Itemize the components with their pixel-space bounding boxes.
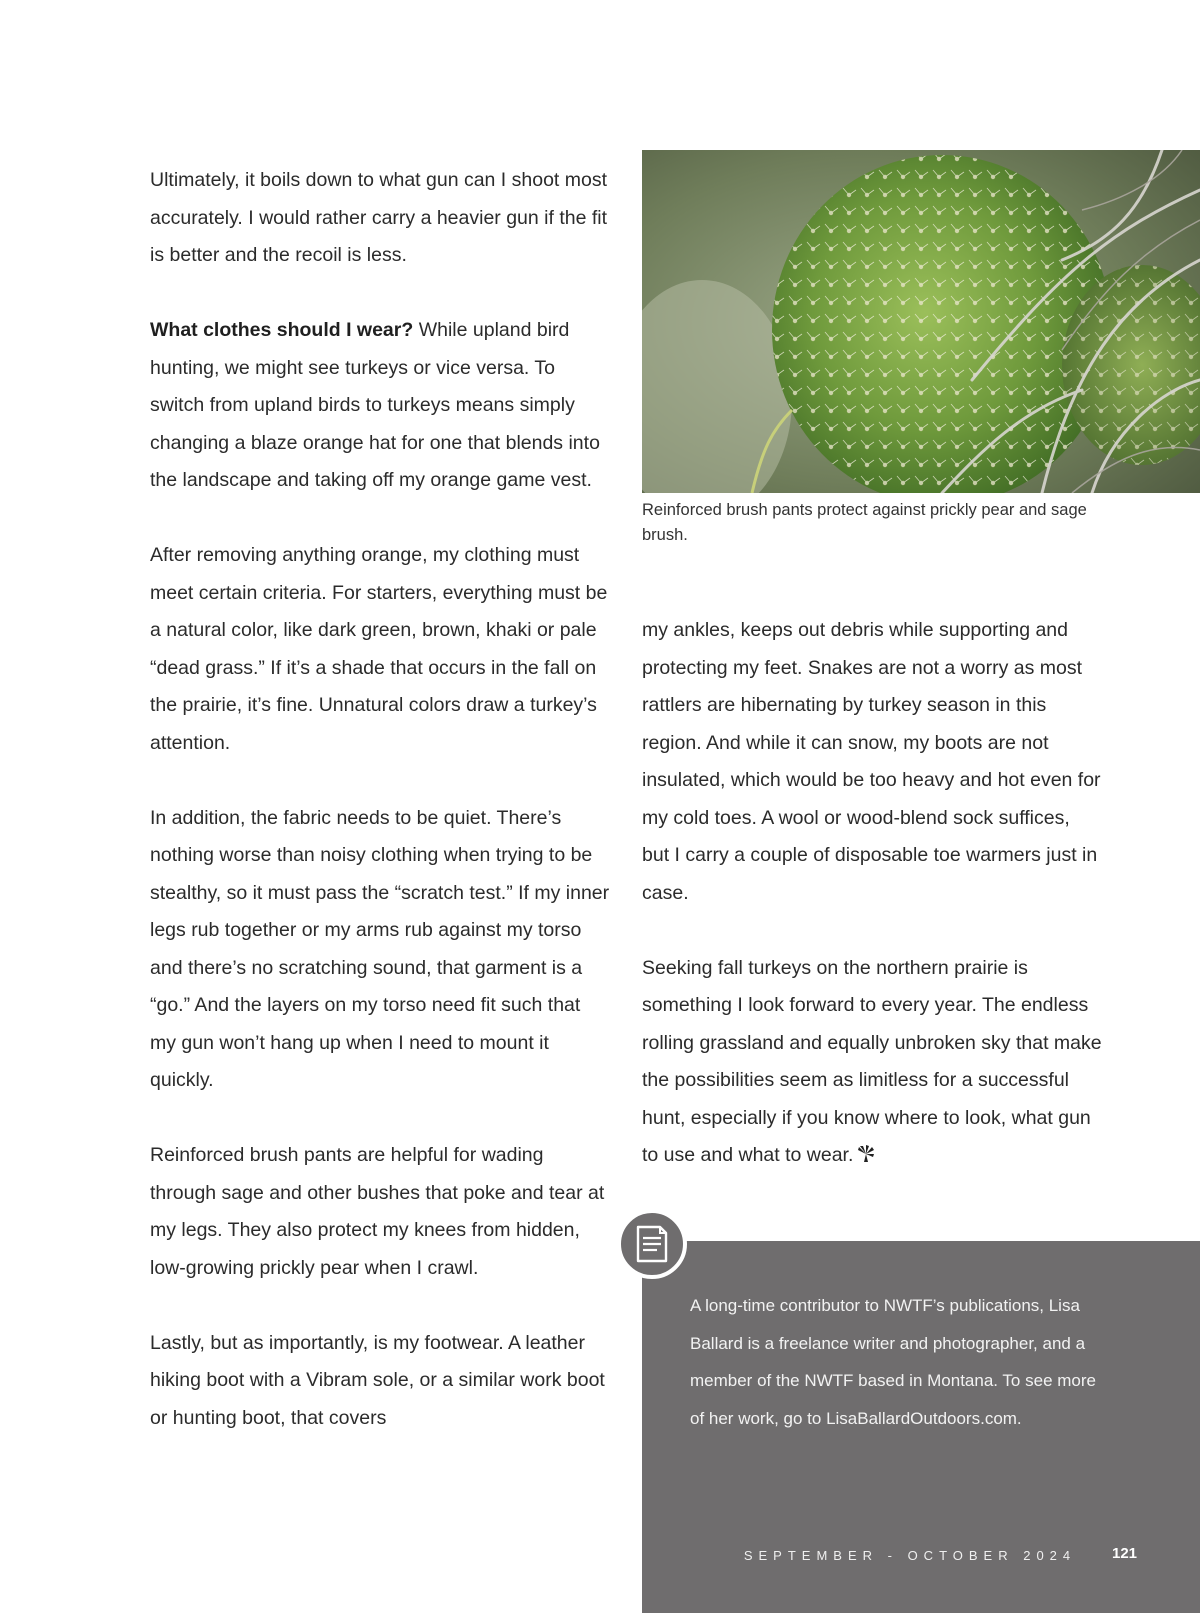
right-column <box>642 612 1102 1177</box>
paragraph-fabric-quiet: In addition, the fabric needs to be quiet. There’s nothing worse than noisy clothing when trying to be stealthy, so it must pass the “scratch test.” If my inner legs rub together or my arms rub against my torso and there’s no scratching sound, that garment is a “go.” And the layers on my torso need fit such that my gun won’t hang up when I need to mount it quickly. <box>150 806 610 1091</box>
author-bio-text: A long-time contributor to NWTF’s publications, Lisa Ballard is a freelance writer and photographer, and a member of the NWTF based in Montana. To see more of her work, go to LisaBallardOutdoors.com. <box>690 1296 1096 1428</box>
paragraph-conclusion <box>642 950 1102 1177</box>
issue-date: SEPTEMBER - OCTOBER 2024 <box>743 1548 1077 1563</box>
clothes-heading: What clothes should I wear? <box>150 319 414 341</box>
clothes-body: While upland bird hunting, we might see turkeys or vice versa. To switch from upland birds to turkeys means simply changing a blaze orange hat for one that blends into the landscape and taking off my orange game vest. <box>150 319 600 491</box>
end-mark-icon <box>857 1139 875 1177</box>
paragraph-gun-accuracy: Ultimately, it boils down to what gun can I shoot most accurately. I would rather carry a heavier gun if the fit is better and the recoil is less. <box>150 169 608 266</box>
left-column <box>150 162 610 1437</box>
paragraph-footwear: Lastly, but as importantly, is my footwear. A leather hiking boot with a Vibram sole, or a similar work boot or hunting boot, that covers <box>150 1331 605 1429</box>
page-number: 121 <box>1112 1545 1138 1562</box>
conclusion-text: Seeking fall turkeys on the northern prairie is something I look forward to every year. The endless rolling grassland and equally unbroken sky that make the possibilities seem as limitless for a successful hunt, especially if you know where to look, what gun to use and what to wear. <box>642 956 1102 1166</box>
paragraph-brush-pants: Reinforced brush pants are helpful for wading through sage and other bushes that poke and tear at my legs. They also protect my knees from hidden, low-growing prickly pear when I crawl. <box>150 1144 605 1279</box>
photo-caption: Reinforced brush pants protect against prickly pear and sage brush. <box>642 501 1087 544</box>
paragraph-color-criteria: After removing anything orange, my clothing must meet certain criteria. For starters, everything must be a natural color, like dark green, brown, khaki or pale “dead grass.” If it’s a shade that occurs in the fall on the prairie, it’s fine. Unnatural colors draw a turkey’s attention. <box>150 544 608 754</box>
paragraph-clothes <box>150 312 610 500</box>
cactus-photo <box>642 150 1200 493</box>
document-icon <box>617 1209 687 1279</box>
paragraph-ankles: my ankles, keeps out debris while supporting and protecting my feet. Snakes are not a worry as most rattlers are hibernating by turkey season in this region. And while it can snow, my boots are not insulated, which would be too heavy and hot even for my cold toes. A wool or wood-blend sock suffices, but I carry a couple of disposable toe warmers just in case. <box>642 619 1101 904</box>
